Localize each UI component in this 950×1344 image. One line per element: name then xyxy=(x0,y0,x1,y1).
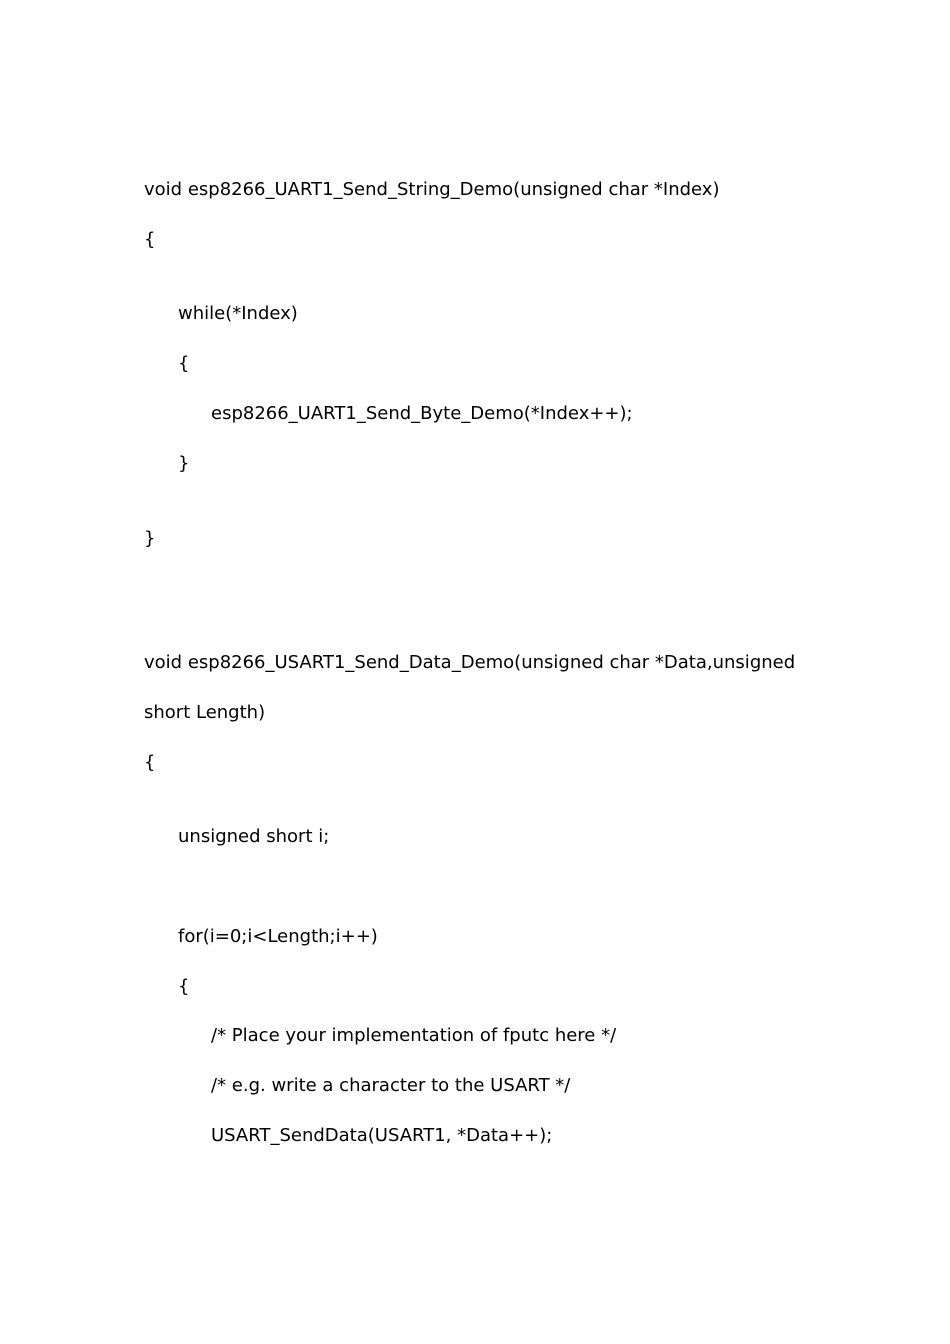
code-line-function-signature-2-cont: short Length) xyxy=(144,702,266,723)
code-line-close-brace: } xyxy=(144,528,156,549)
code-line-open-brace: { xyxy=(178,976,190,997)
code-line-open-brace: { xyxy=(144,752,156,773)
code-line-close-brace: } xyxy=(178,453,190,474)
code-line-declaration: unsigned short i; xyxy=(178,826,330,847)
code-line-function-signature-1: void esp8266_UART1_Send_String_Demo(unsigned char *Index) xyxy=(144,179,720,200)
code-line-comment-1: /* Place your implementation of fputc here */ xyxy=(211,1025,617,1046)
code-line-open-brace: { xyxy=(144,229,156,250)
code-line-while: while(*Index) xyxy=(178,303,298,324)
code-line-open-brace: { xyxy=(178,353,190,374)
code-line-send-data: USART_SendData(USART1, *Data++); xyxy=(211,1125,553,1146)
code-line-comment-2: /* e.g. write a character to the USART */ xyxy=(211,1075,571,1096)
code-line-for-loop: for(i=0;i<Length;i++) xyxy=(178,926,378,947)
code-line-send-byte: esp8266_UART1_Send_Byte_Demo(*Index++); xyxy=(211,403,633,424)
code-line-function-signature-2: void esp8266_USART1_Send_Data_Demo(unsigned char *Data,unsigned xyxy=(144,652,796,673)
